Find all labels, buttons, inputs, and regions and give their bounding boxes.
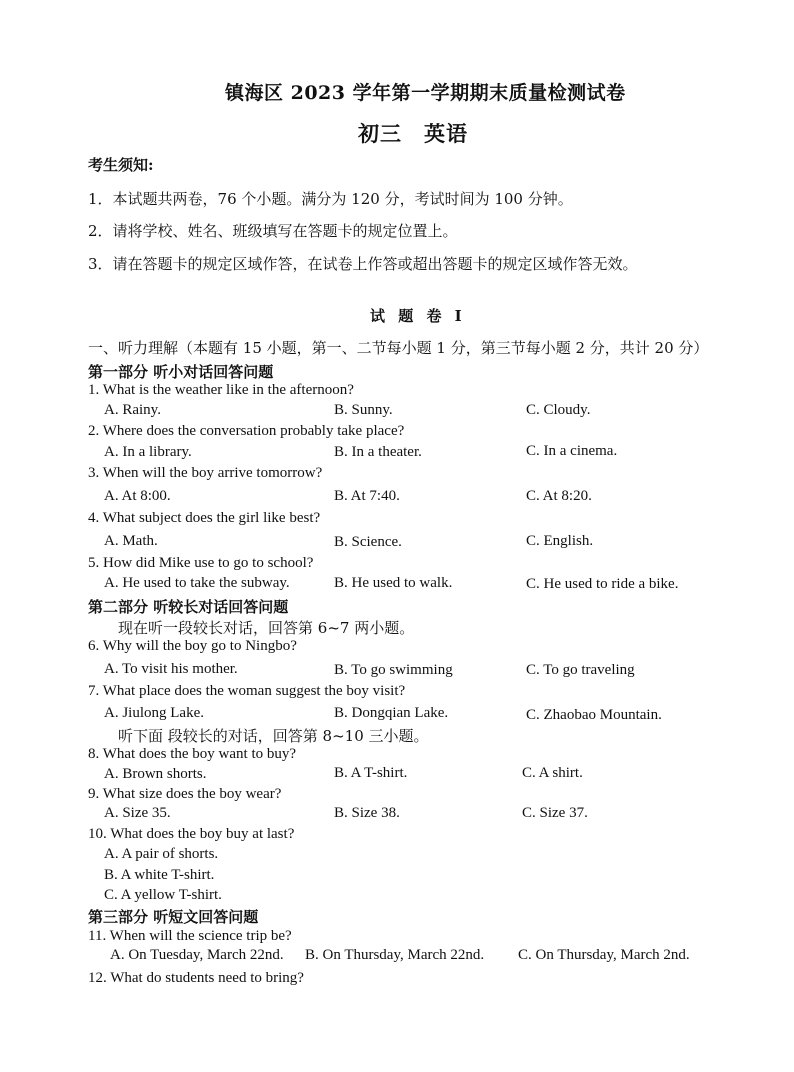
option-a: A. To visit his mother. (104, 661, 238, 677)
option-a: A. Math. (104, 533, 158, 549)
question-stem: 10. What does the boy buy at last? (88, 826, 295, 842)
notice-item: 2．请将学校、姓名、班级填写在答题卡的规定位置上。 (88, 222, 458, 240)
question-stem: 9. What size does the boy wear? (88, 786, 282, 802)
option-c: C. Cloudy. (526, 402, 591, 418)
question-stem: 5. How did Mike use to go to school? (88, 555, 314, 571)
question-stem: 3. When will the boy arrive tomorrow? (88, 465, 323, 481)
option-a: A. A pair of shorts. (104, 846, 219, 862)
notice-item: 3．请在答题卡的规定区域作答，在试卷上作答或超出答题卡的规定区域作答无效。 (88, 255, 638, 273)
section-note: 现在听一段较长对话，回答第 6~7 两小题。 (118, 619, 415, 637)
section-heading: 第一部分 听小对话回答问题 (88, 363, 274, 381)
option-c: C. To go traveling (526, 662, 635, 678)
option-b: B. Sunny. (334, 402, 393, 418)
option-b: B. A T-shirt. (334, 765, 408, 781)
section-heading: 第三部分 听短文回答问题 (88, 908, 259, 926)
exam-title: 镇海区 2023 学年第一学期期末质量检测试卷 (225, 82, 626, 104)
question-stem: 2. Where does the conversation probably take place? (88, 423, 405, 439)
option-c: C. In a cinema. (526, 443, 618, 459)
option-b: B. To go swimming (334, 662, 453, 678)
question-stem: 4. What subject does the girl like best? (88, 510, 321, 526)
part-heading: 一、听力理解（本题有 15 小题，第一、二节每小题 1 分，第三节每小题 2 分，共计 20 分） (88, 339, 709, 357)
option-a: A. On Tuesday, March 22nd. (110, 947, 284, 963)
question-stem: 7. What place does the woman suggest the boy visit? (88, 683, 406, 699)
question-stem: 6. Why will the boy go to Ningbo? (88, 638, 297, 654)
option-a: A. Size 35. (104, 805, 171, 821)
option-b: B. In a theater. (334, 444, 422, 460)
question-stem: 12. What do students need to bring? (88, 970, 304, 986)
option-c: C. Zhaobao Mountain. (526, 707, 662, 723)
option-a: A. In a library. (104, 444, 192, 460)
option-b: B. Science. (334, 534, 402, 550)
option-b: B. Dongqian Lake. (334, 705, 449, 721)
option-b: B. On Thursday, March 22nd. (305, 947, 485, 963)
option-c: C. On Thursday, March 2nd. (518, 947, 690, 963)
section-heading: 第二部分 听较长对话回答问题 (88, 598, 289, 616)
option-b: B. A white T-shirt. (104, 867, 215, 883)
section-note: 听下面 段较长的对话，回答第 8~10 三小题。 (118, 727, 429, 745)
option-c: C. English. (526, 533, 594, 549)
question-stem: 8. What does the boy want to buy? (88, 746, 297, 762)
option-b: B. At 7:40. (334, 488, 400, 504)
question-stem: 1. What is the weather like in the afternoon? (88, 382, 354, 398)
option-c: C. A yellow T-shirt. (104, 887, 222, 903)
notice-heading: 考生须知: (88, 156, 154, 174)
option-c: C. Size 37. (522, 805, 588, 821)
notice-item: 1．本试题共两卷，76 个小题。满分为 120 分，考试时间为 100 分钟。 (88, 190, 573, 208)
option-c: C. He used to ride a bike. (526, 576, 679, 592)
option-a: A. Jiulong Lake. (104, 705, 204, 721)
exam-subtitle: 初三 英语 (358, 121, 468, 146)
option-c: C. A shirt. (522, 765, 583, 781)
option-a: A. At 8:00. (104, 488, 171, 504)
option-c: C. At 8:20. (526, 488, 592, 504)
paper-title: 试 题 卷 I (370, 307, 466, 325)
question-stem: 11. When will the science trip be? (88, 928, 292, 944)
option-b: B. Size 38. (334, 805, 400, 821)
option-a: A. Rainy. (104, 402, 161, 418)
option-b: B. He used to walk. (334, 575, 453, 591)
option-a: A. He used to take the subway. (104, 575, 290, 591)
option-a: A. Brown shorts. (104, 766, 207, 782)
